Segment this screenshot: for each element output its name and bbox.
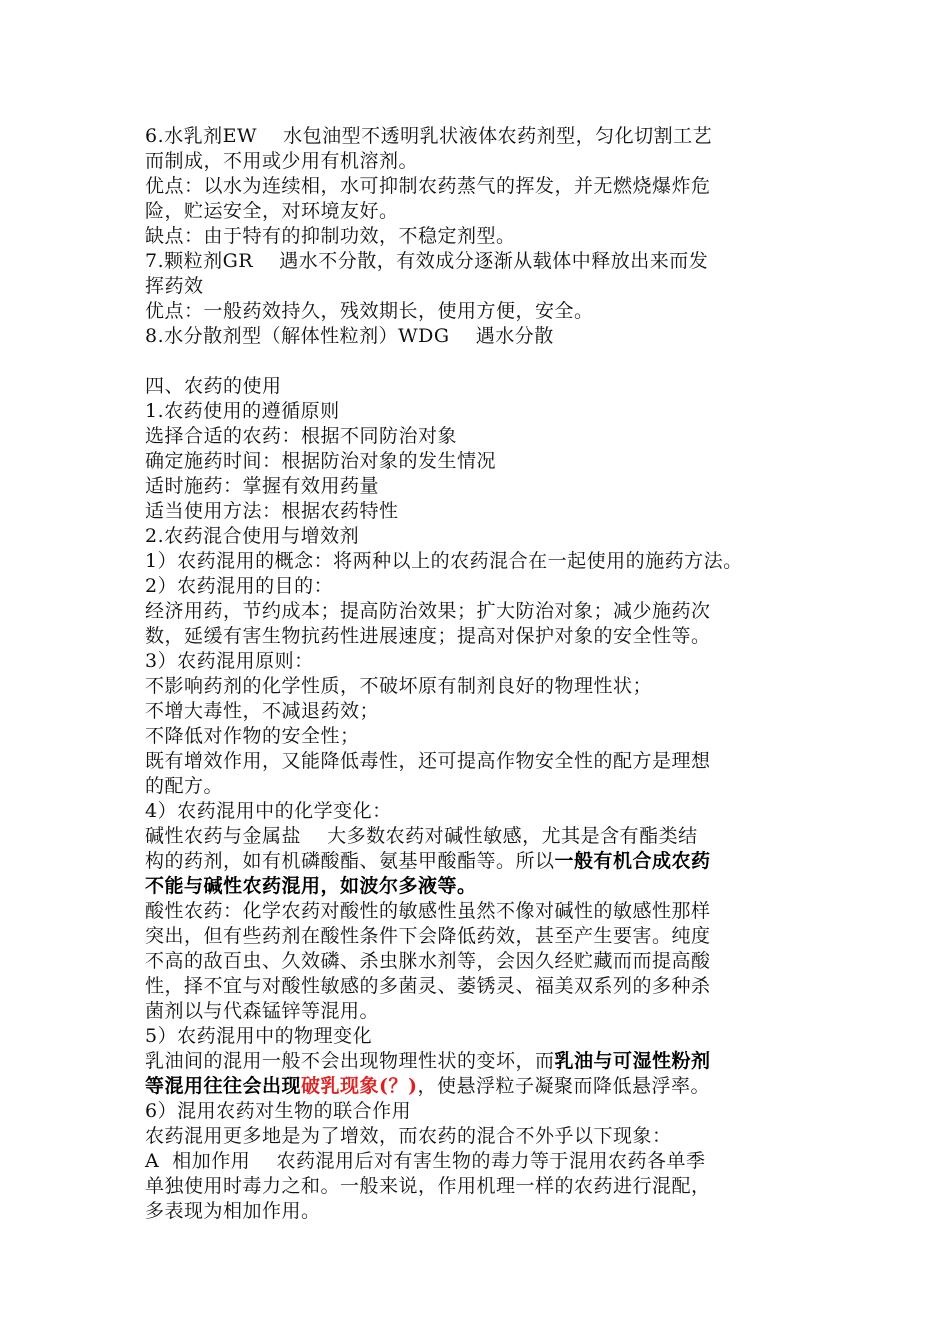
- bold-text: 乳油与可湿性粉剂: [554, 1050, 711, 1072]
- text-line: [145, 274, 825, 299]
- text-run: 6.水乳剂EW 水包油型不透明乳状液体农药剂型，匀化切割工艺: [145, 125, 713, 147]
- text-run: 确定施药时间：根据防治对象的发生情况: [145, 450, 497, 472]
- text-run: 优点：以水为连续相，水可抑制农药蒸气的挥发，并无燃烧爆炸危: [145, 175, 711, 197]
- text-line: [145, 649, 825, 674]
- text-run: 酸性农药：化学农药对酸性的敏感性虽然不像对碱性的敏感性那样: [145, 900, 711, 922]
- text-run: 1.农药使用的遵循原则: [145, 400, 340, 422]
- text-run: 经济用药，节约成本；提高防治效果；扩大防治对象；减少施药次: [145, 600, 711, 622]
- text-line: [145, 824, 825, 849]
- text-run: 而制成，不用或少用有机溶剂。: [145, 150, 419, 172]
- text-line: [145, 399, 825, 424]
- text-run: 碱性农药与金属盐 大多数农药对碱性敏感，尤其是含有酯类结: [145, 825, 698, 847]
- text-line: [145, 599, 825, 624]
- text-run: 不降低对作物的安全性；: [145, 725, 360, 747]
- text-run: ，使悬浮粒子凝聚而降低悬浮率。: [417, 1075, 711, 1097]
- text-run: 优点：一般药效持久，残效期长，使用方便，安全。: [145, 300, 594, 322]
- text-run: 1）农药混用的概念：将两种以上的农药混合在一起使用的施药方法。: [145, 550, 743, 572]
- text-line: [145, 1124, 825, 1149]
- text-line: [145, 349, 825, 374]
- text-run: 四、农药的使用: [145, 375, 282, 397]
- text-line: [145, 199, 825, 224]
- text-line: [145, 224, 825, 249]
- text-run: 2）农药混用的目的：: [145, 575, 334, 597]
- text-line: [145, 924, 825, 949]
- text-line: [145, 674, 825, 699]
- text-line: [145, 174, 825, 199]
- text-line: [145, 749, 825, 774]
- text-line: [145, 1199, 825, 1224]
- text-run: 性，择不宜与对酸性敏感的多菌灵、萎锈灵、福美双系列的多种杀: [145, 975, 711, 997]
- text-line: [145, 849, 825, 874]
- text-line: [145, 424, 825, 449]
- text-line: [145, 1174, 825, 1199]
- text-run: 2.农药混合使用与增效剂: [145, 525, 360, 547]
- text-run: 挥药效: [145, 275, 204, 297]
- text-run: 不影响药剂的化学性质，不破坏原有制剂良好的物理性状；: [145, 675, 653, 697]
- text-run: 7.颗粒剂GR 遇水不分散，有效成分逐渐从载体中释放出来而发: [145, 250, 709, 272]
- text-run: 选择合适的农药：根据不同防治对象: [145, 425, 458, 447]
- text-line: [145, 299, 825, 324]
- text-line: [145, 724, 825, 749]
- text-line: [145, 149, 825, 174]
- text-line: [145, 1099, 825, 1124]
- text-run: 3）农药混用原则：: [145, 650, 314, 672]
- text-run: 菌剂以与代森锰锌等混用。: [145, 1000, 380, 1022]
- text-run: 险，贮运安全，对环境友好。: [145, 200, 399, 222]
- text-run: A 相加作用 农药混用后对有害生物的毒力等于混用农药各单季: [145, 1150, 706, 1172]
- text-line: [145, 524, 825, 549]
- text-line: [145, 124, 825, 149]
- text-run: 6）混用农药对生物的联合作用: [145, 1100, 412, 1122]
- text-line: [145, 1024, 825, 1049]
- text-run: 多表现为相加作用。: [145, 1200, 321, 1222]
- text-line: [145, 549, 825, 574]
- text-line: [145, 999, 825, 1024]
- text-run: 4）农药混用中的化学变化：: [145, 800, 392, 822]
- bold-text: 一般有机合成农药: [554, 850, 711, 872]
- text-line: [145, 499, 825, 524]
- text-line: [145, 624, 825, 649]
- text-run: 适时施药：掌握有效用药量: [145, 475, 380, 497]
- text-line: [145, 449, 825, 474]
- bold-text: 不能与碱性农药混用，如波尔多液等。: [145, 875, 477, 897]
- text-line: [145, 974, 825, 999]
- text-run: 的配方。: [145, 775, 224, 797]
- text-line: [145, 799, 825, 824]
- text-line: [145, 474, 825, 499]
- highlight-text: 破乳现象(？): [301, 1075, 418, 1097]
- text-run: 适当使用方法：根据农药特性: [145, 500, 399, 522]
- text-line: [145, 774, 825, 799]
- bold-text: 等混用往往会出现: [145, 1075, 302, 1097]
- text-line: [145, 374, 825, 399]
- text-line: [145, 1074, 825, 1099]
- text-run: 农药混用更多地是为了增效，而农药的混合不外乎以下现象：: [145, 1125, 672, 1147]
- text-run: 数，延缓有害生物抗药性进展速度；提高对保护对象的安全性等。: [145, 625, 711, 647]
- text-run: 缺点：由于特有的抑制功效，不稳定剂型。: [145, 225, 516, 247]
- text-line: [145, 324, 825, 349]
- text-line: [145, 949, 825, 974]
- text-run: 单独使用时毒力之和。一般来说，作用机理一样的农药进行混配，: [145, 1175, 711, 1197]
- text-line: [145, 699, 825, 724]
- text-run: 不高的敌百虫、久效磷、杀虫脒水剂等，会因久经贮藏而而提高酸: [145, 950, 711, 972]
- text-line: [145, 574, 825, 599]
- text-run: 乳油间的混用一般不会出现物理性状的变坏，而: [145, 1050, 555, 1072]
- text-line: [145, 1049, 825, 1074]
- text-run: 5）农药混用中的物理变化: [145, 1025, 373, 1047]
- text-line: [145, 874, 825, 899]
- text-line: [145, 899, 825, 924]
- text-line: [145, 249, 825, 274]
- text-run: 构的药剂，如有机磷酸酯、氨基甲酸酯等。所以: [145, 850, 555, 872]
- text-run: 突出，但有些药剂在酸性条件下会降低药效，甚至产生要害。纯度: [145, 925, 711, 947]
- document-body: [145, 124, 825, 1224]
- text-run: 既有增效作用，又能降低毒性，还可提高作物安全性的配方是理想: [145, 750, 711, 772]
- text-line: [145, 1149, 825, 1174]
- text-run: 8.水分散剂型（解体性粒剂）WDG 遇水分散: [145, 325, 554, 347]
- text-run: 不增大毒性，不减退药效；: [145, 700, 380, 722]
